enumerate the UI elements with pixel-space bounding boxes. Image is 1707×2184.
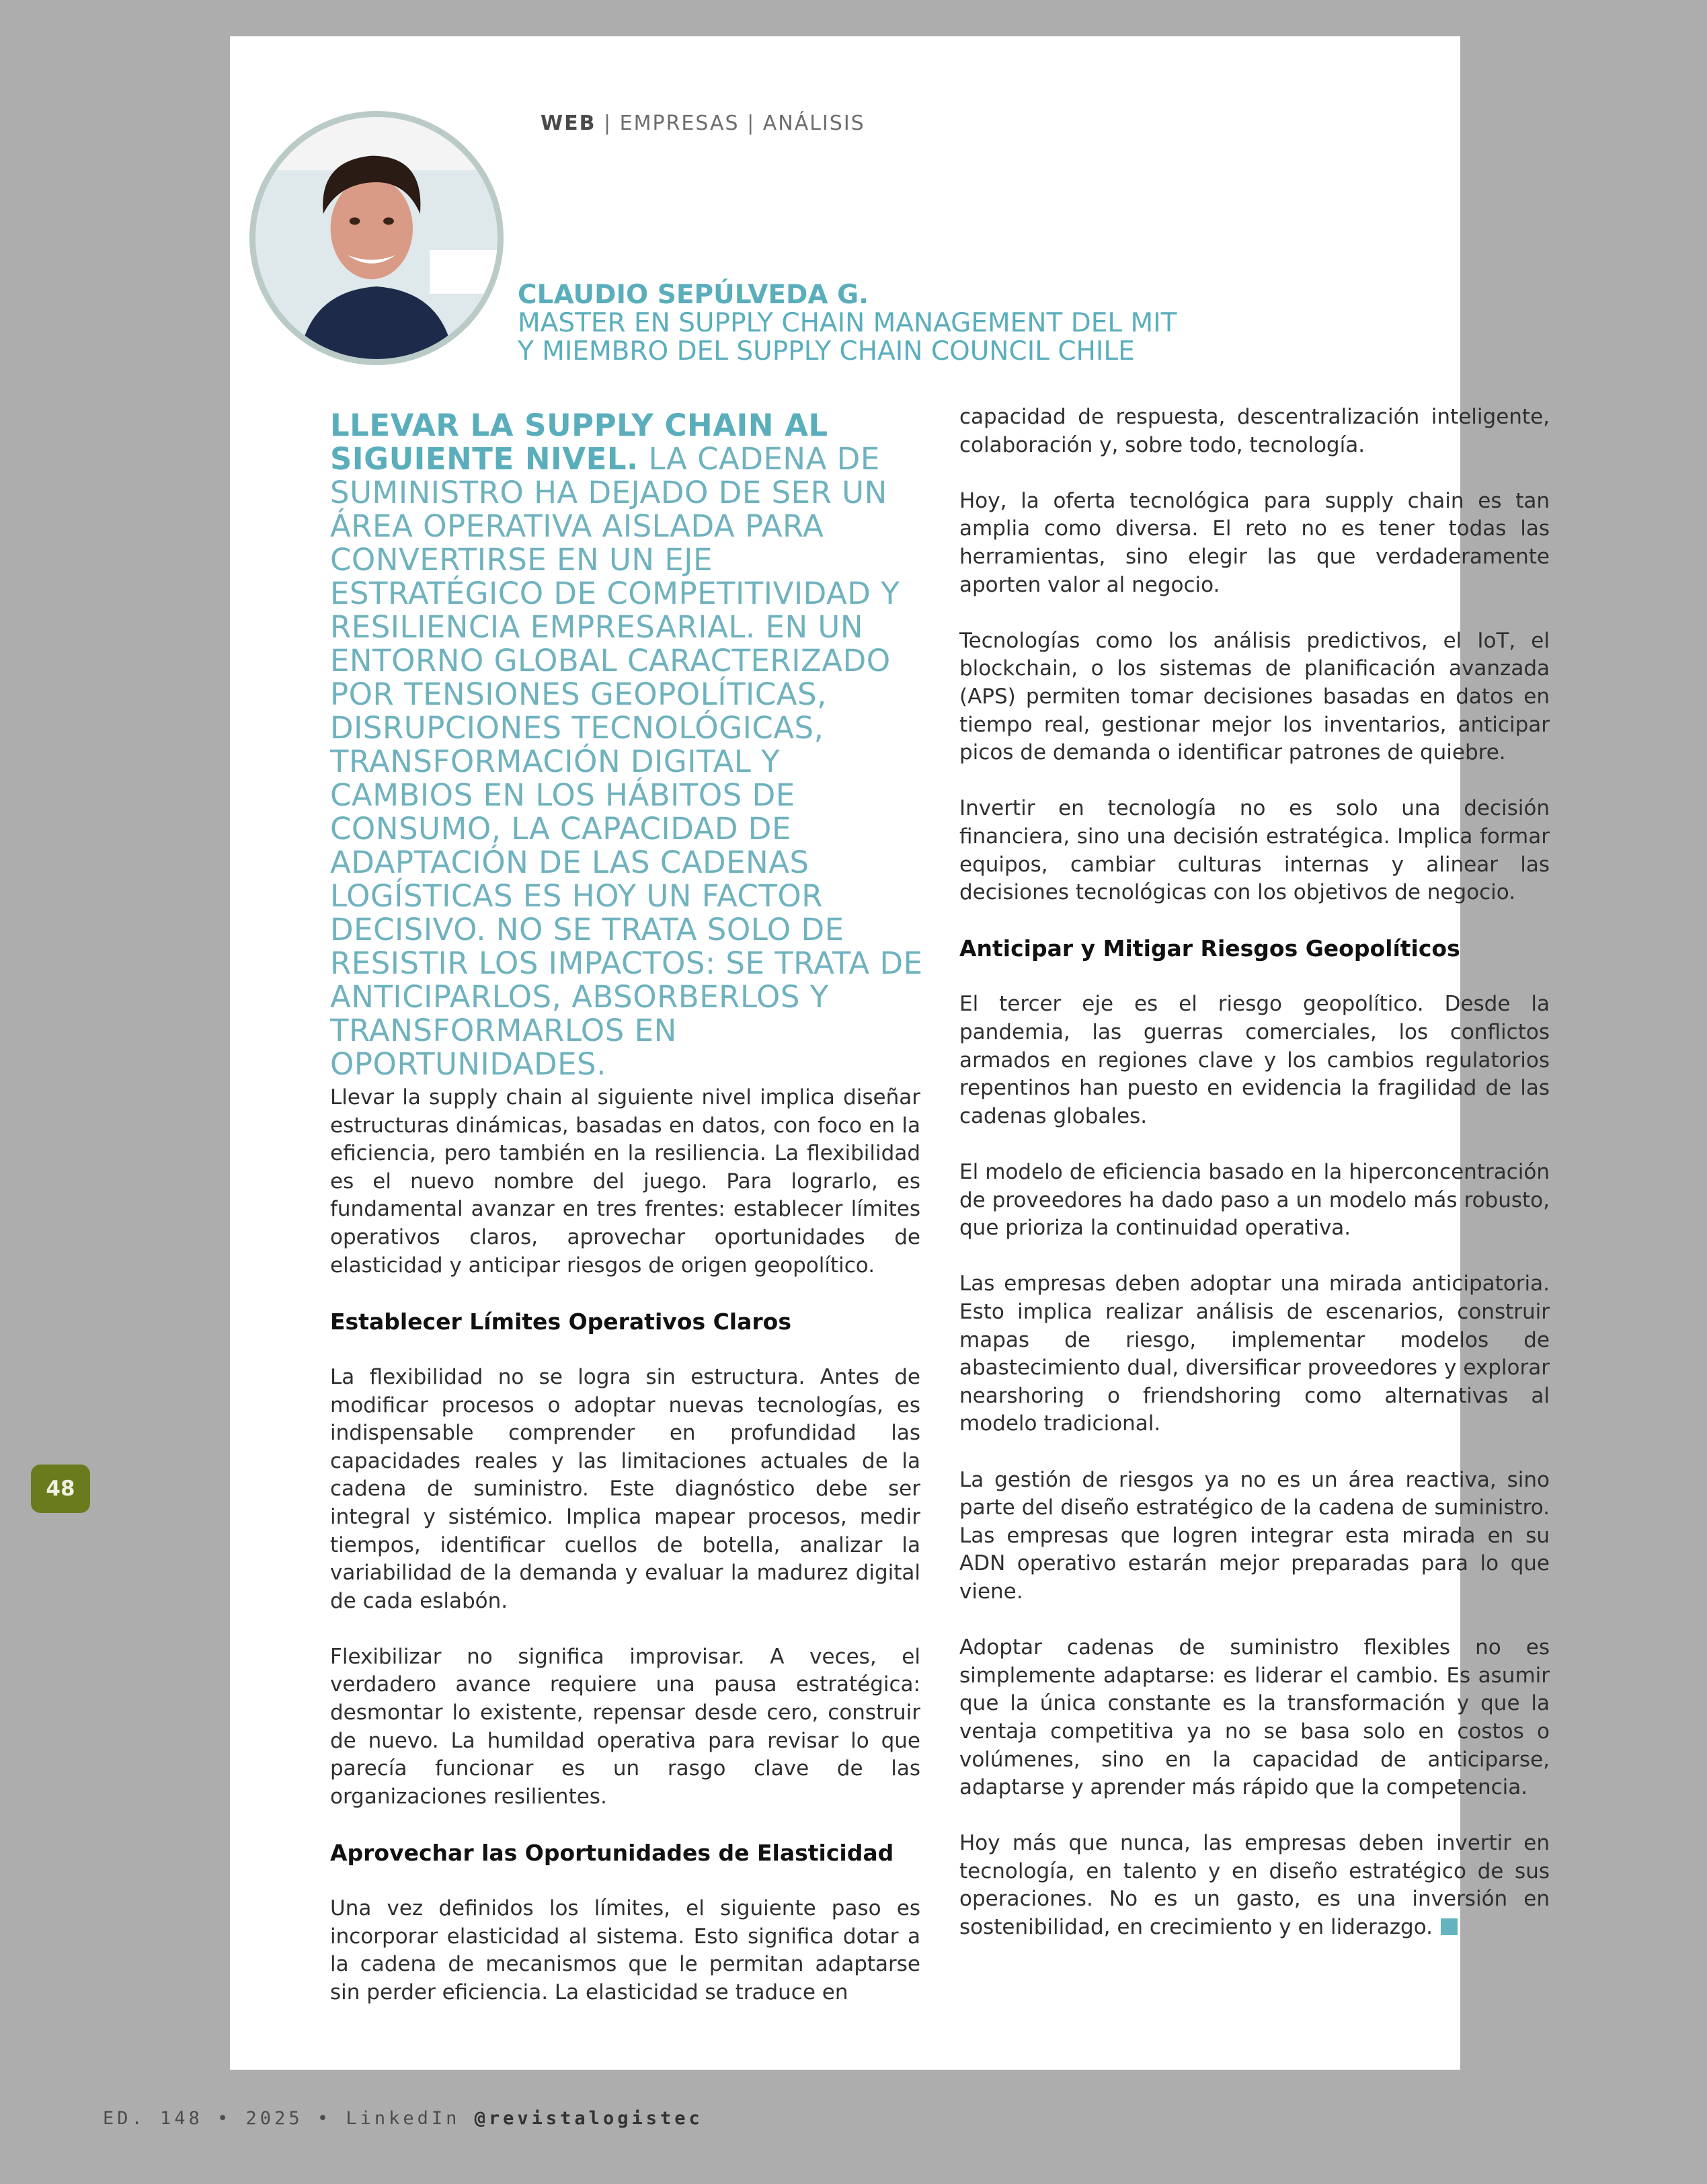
lead-bold: LLEVAR LA SUPPLY CHAIN AL SIGUIENTE NIVEL. xyxy=(330,407,828,477)
lead-paragraph xyxy=(330,409,928,1081)
body-paragraph: Tecnologías como los análisis predictivos, el IoT, el blockchain, o los sistemas de planificación avanzada (APS) permiten tomar decisiones basadas en datos en tiempo real, gestionar mejor los inventarios, anticipar picos de demanda o identificar patrones de quiebre. xyxy=(959,628,1550,765)
end-of-article-square-icon xyxy=(1441,1918,1458,1935)
author-title-line1: MASTER EN SUPPLY CHAIN MANAGEMENT DEL MIT xyxy=(518,308,1177,338)
section-empresas: EMPRESAS xyxy=(619,112,740,135)
author-portrait-image xyxy=(255,117,498,359)
left-column xyxy=(330,1084,920,2035)
section-breadcrumb xyxy=(541,112,865,135)
body-paragraph: La flexibilidad no se logra sin estructura. Antes de modificar procesos o adoptar nuevas tecnologías, es indispensable comprender en profundidad las capacidades reales y las limitaciones actuales de la cadena de suministro. Este diagnóstico debe ser integral y sistémico. Implica mapear procesos, medir tiempos, identificar cuellos de botella, analizar la variabilidad de la demanda y evaluar la madurez digital de cada eslabón. xyxy=(330,1364,920,1613)
author-name: CLAUDIO SEPÚLVEDA G. xyxy=(518,280,869,310)
body-paragraph: Hoy, la oferta tecnológica para supply chain es tan amplia como diversa. El reto no es tener todas las herramientas, sino elegir las que verdaderamente aporten valor al negocio. xyxy=(959,488,1550,597)
section-web: WEB xyxy=(541,112,596,135)
body-paragraph: capacidad de respuesta, descentralización inteligente, colaboración y, sobre todo, tecnología. xyxy=(959,405,1550,457)
section-separator: | xyxy=(739,112,763,135)
body-paragraph: Una vez definidos los límites, el siguiente paso es incorporar elasticidad al sistema. Esto significa dotar a la cadena de mecanismos que le permitan adaptarse sin perder eficiencia. La elasticidad se traduce en xyxy=(330,1896,920,2004)
section-analisis: ANÁLISIS xyxy=(762,112,865,135)
body-paragraph: Las empresas deben adoptar una mirada anticipatoria. Esto implica realizar análisis de escenarios, construir mapas de riesgo, implementar modelos de abastecimiento dual, diversificar proveedores y explorar nearshoring o friendshoring como alternativas al modelo tradicional. xyxy=(959,1272,1550,1436)
footer xyxy=(103,2108,703,2129)
subheading: Aprovechar las Oportunidades de Elasticidad xyxy=(330,1840,894,1867)
body-paragraph: El modelo de eficiencia basado en la hiperconcentración de proveedores ha dado paso a un modelo más robusto, que prioriza la continuidad operativa. xyxy=(959,1160,1550,1241)
body-paragraph: Flexibilizar no significa improvisar. A veces, el verdadero avance requiere una pausa estratégica: desmontar lo existente, repensar desde cero, construir de nuevo. La humildad operativa para revisar lo que parecía funcionar es un rasgo clave de las organizaciones resilientes. xyxy=(330,1644,920,1809)
footer-edition: ED. 148 • 2025 • LinkedIn xyxy=(103,2108,475,2129)
lead-text: LA CADENA DE SUMINISTRO HA DEJADO DE SER UN ÁREA OPERATIVA AISLADA PARA CONVERTIRSE EN UN EJE ESTRATÉGICO DE COMPETITIVIDAD Y RESILIENCIA EMPRESARIAL. EN UN ENTORNO GLOBAL CARACTERIZADO POR TENSIONES GEOPOLÍTICAS, DISRUPCIONES TECNOLÓGICAS, TRANSFORMACIÓN DIGITAL Y CAMBIOS EN LOS HÁBITOS DE CONSUMO, LA CAPACIDAD DE ADAPTACIÓN DE LAS CADENAS LOGÍSTICAS ES HOY UN FACTOR DECISIVO. NO SE TRATA SOLO DE RESISTIR LOS IMPACTOS: SE TRATA DE ANTICIPARLOS, ABSORBERLOS Y TRANSFORMARLOS EN OPORTUNIDADES. xyxy=(330,441,923,1082)
body-paragraph: La gestión de riesgos ya no es un área reactiva, sino parte del diseño estratégico de la cadena de suministro. Las empresas que logren integrar esta mirada en su ADN operativo estarán mejor preparadas para lo que viene. xyxy=(959,1467,1550,1604)
page-number-badge: 48 xyxy=(31,1465,90,1513)
closing-paragraph xyxy=(959,1830,1550,1941)
body-paragraph: Adoptar cadenas de suministro flexibles no es simplemente adaptarse: es liderar el cambio. Es asumir que la única constante es la transformación y que la ventaja competitiva ya no se basa solo en costos o volúmenes, sino en la capacidad de anticiparse, adaptarse y aprender más rápido que la competencia. xyxy=(959,1635,1550,1800)
author-photo xyxy=(249,111,504,365)
subheading: Establecer Límites Operativos Claros xyxy=(330,1308,791,1335)
subheading: Anticipar y Mitigar Riesgos Geopolíticos xyxy=(959,935,1460,962)
body-paragraph: Invertir en tecnología no es solo una decisión financiera, sino una decisión estratégica. Implica formar equipos, cambiar culturas internas y alinear las decisiones tecnológicas con los objetivos de negocio. xyxy=(959,796,1550,905)
closing-text: Hoy más que nunca, las empresas deben invertir en tecnología, en talento y en diseño estratégico de sus operaciones. No es un gasto, es una inversión en sostenibilidad, en crecimiento y en liderazgo. xyxy=(959,1831,1550,1940)
body-paragraph: Llevar la supply chain al siguiente nivel implica diseñar estructuras dinámicas, basadas en datos, con foco en la eficiencia, pero también en la resiliencia. La flexibilidad es el nuevo nombre del juego. Para lograrlo, es fundamental avanzar en tres frentes: establecer límites operativos claros, aprovechar oportunidades de elasticidad y anticipar riesgos de origen geopolítico. xyxy=(330,1085,920,1278)
section-separator: | xyxy=(596,112,620,135)
body-paragraph: El tercer eje es el riesgo geopolítico. Desde la pandemia, las guerras comerciales, los conflictos armados en regiones clave y los cambios regulatorios repentinos han puesto en evidencia la fragilidad de las cadenas globales. xyxy=(959,992,1550,1128)
right-column xyxy=(959,403,1550,1970)
author-title-line2: Y MIEMBRO DEL SUPPLY CHAIN COUNCIL CHILE xyxy=(518,336,1135,366)
author-block xyxy=(518,281,1392,366)
footer-linkedin-handle[interactable]: @revistalogistec xyxy=(474,2108,703,2129)
